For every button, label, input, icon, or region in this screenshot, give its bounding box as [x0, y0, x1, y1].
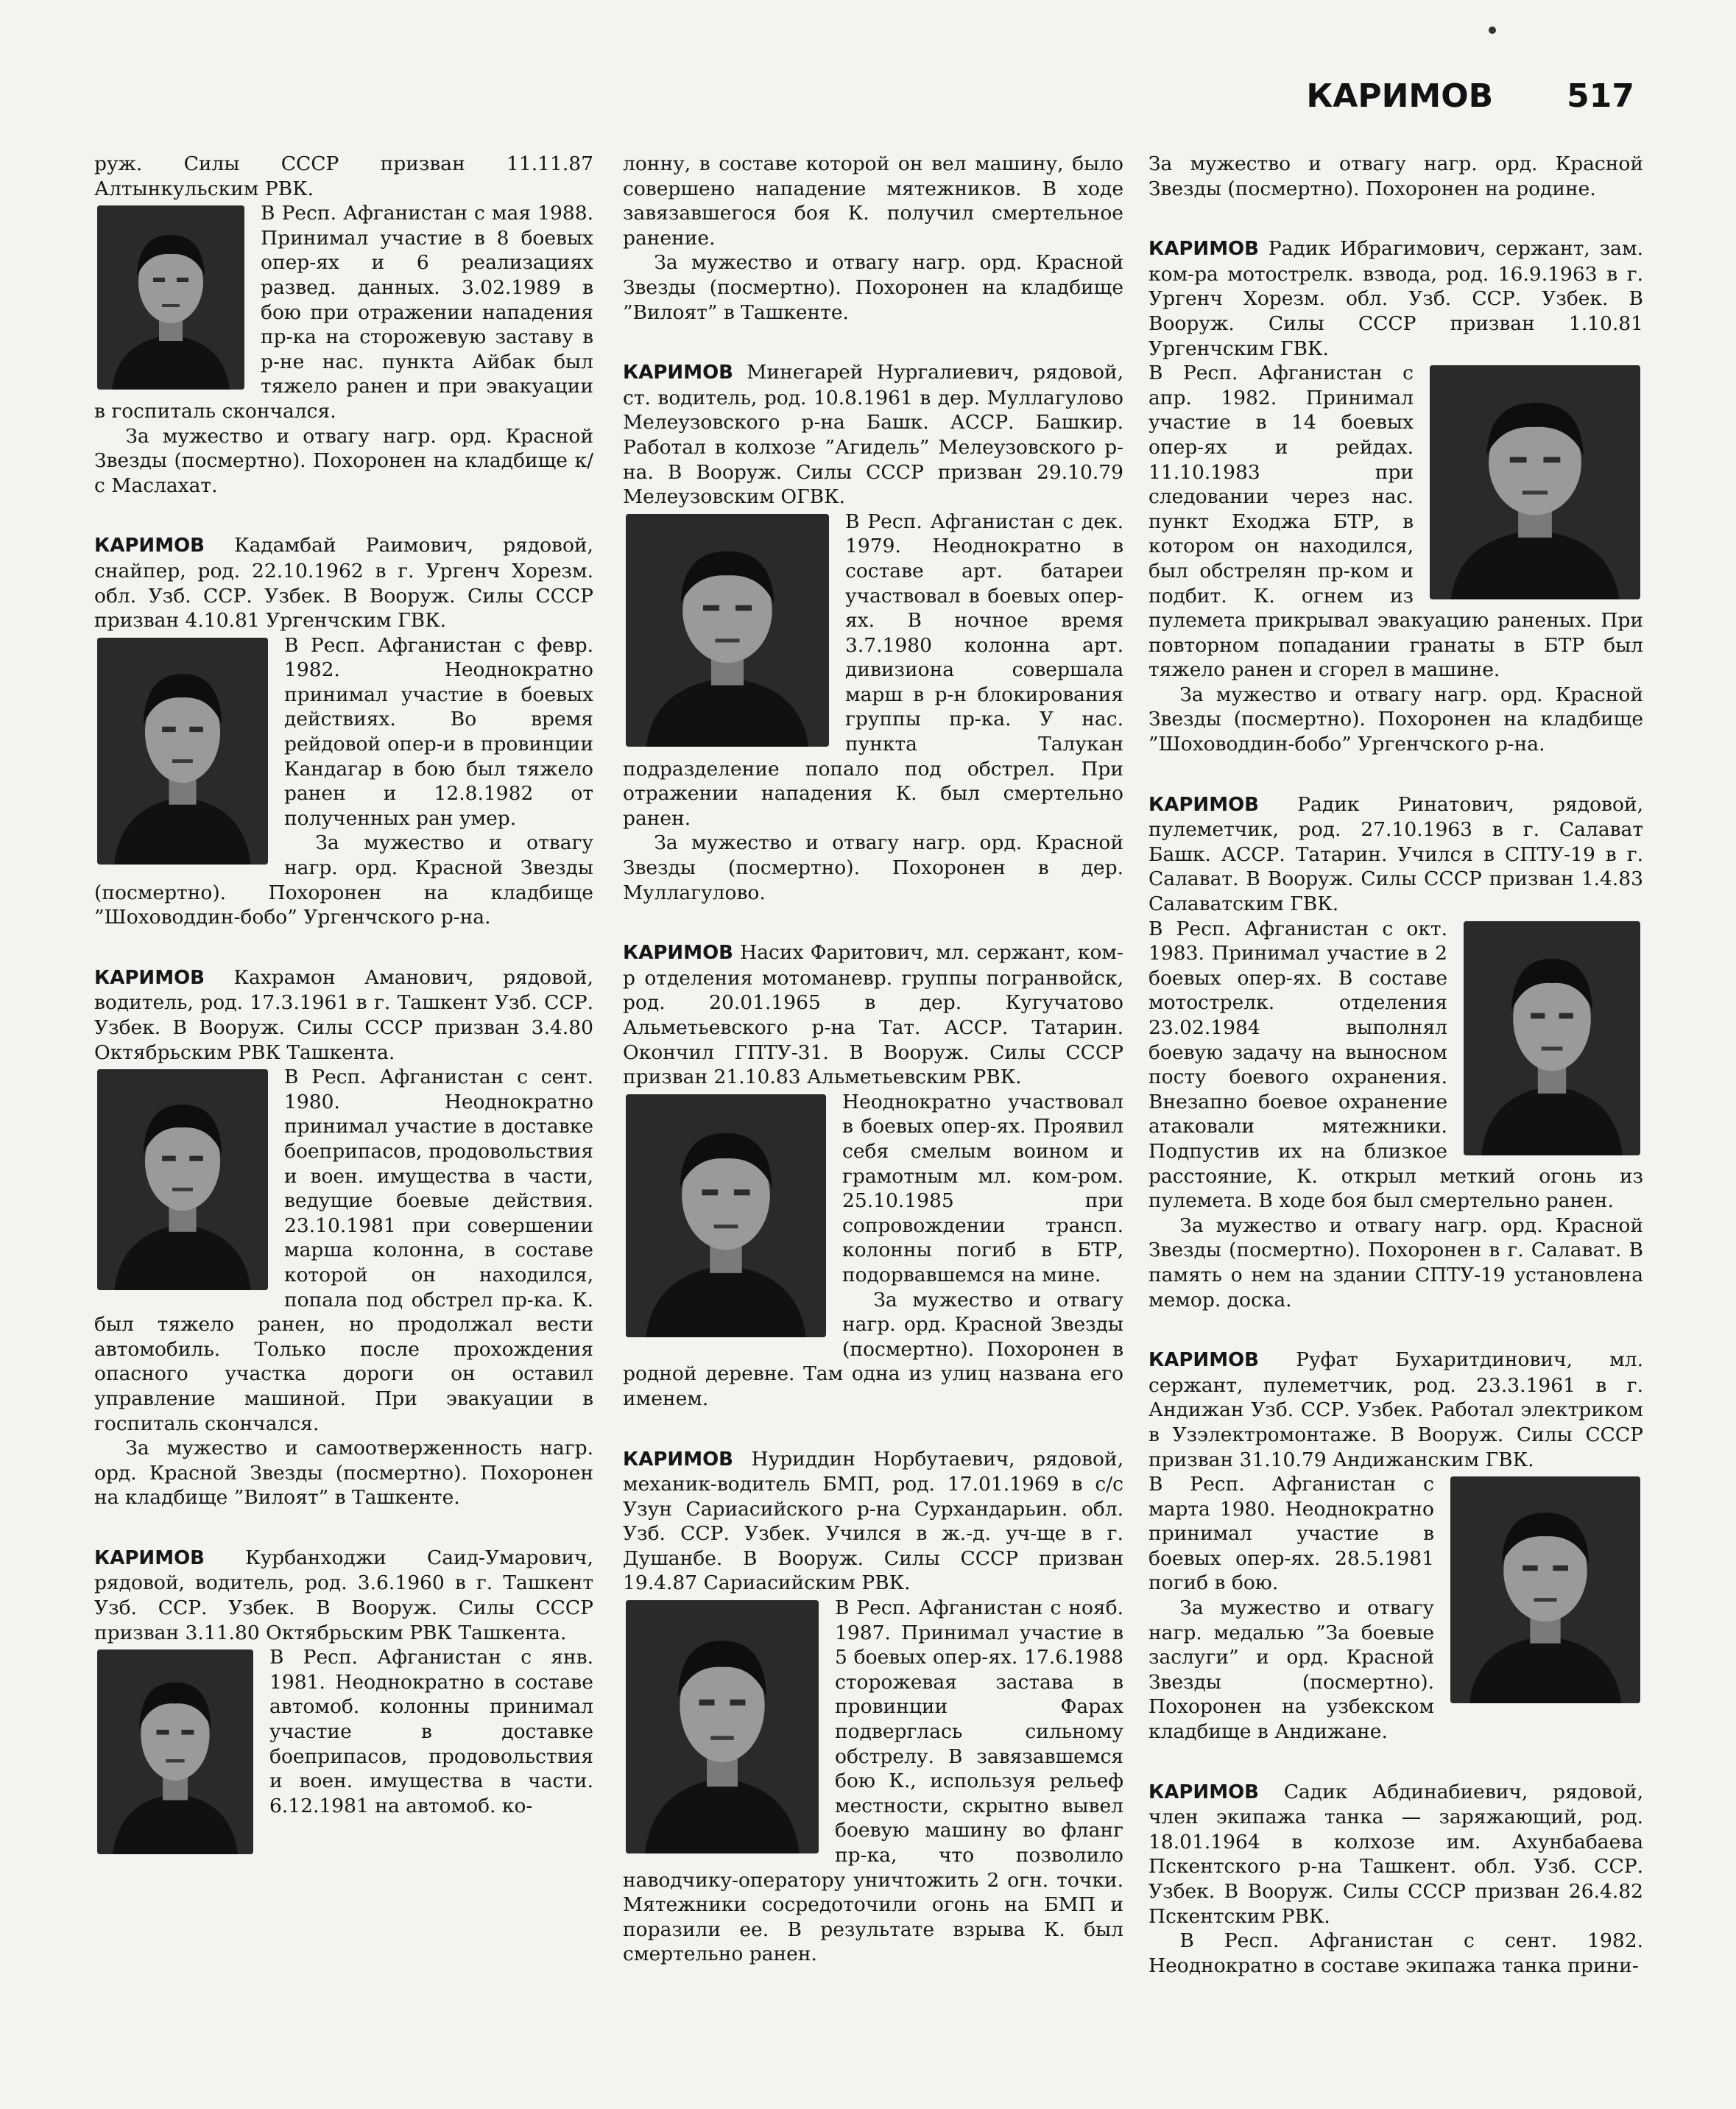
entry-text: В Респ. Афганистан с янв. 1981. Неоднократно в составе автомоб. колонны принимал участие в доставке боеприпасов, продовольствия и воен. имущества в части. 6.12.1981 на автомоб. ко-	[269, 1646, 593, 1817]
entry-text: Радик Ринатович, рядовой, пулеметчик, род. 27.10.1963 в г. Салават Башк. АССР. Татарин. Учился в СПТУ-19 в г. Салават. В Вооруж. Силы СССР призван 1.4.83 Салаватским ГВК.	[1148, 792, 1643, 916]
portrait-photo	[97, 205, 244, 390]
entry-text: За мужество и отвагу нагр. орд. Красной Звезды (посмертно). Похоронен в г. Салават. В память о нем на здании СПТУ-19 установлена мемор. доска.	[1148, 1214, 1643, 1311]
entry-text: руж. Силы СССР призван 11.11.87 Алтынкульским РВК.	[94, 152, 593, 200]
entry-text: За мужество и отвагу нагр. медалью ”За боевые заслуги” и орд. Красной Звезды (посмертно). Похоронен на узбекском кладбище в Андижане.	[1148, 1596, 1434, 1744]
entry-nuriddin	[623, 1447, 1123, 1967]
portrait-photo	[626, 1600, 819, 1853]
print-speck	[1489, 27, 1496, 34]
entry-text: В Респ. Афганистан с февр. 1982. Неоднократно принимал участие в боевых действиях. Во время рейдовой опер-и в провинции Кандагар в бою был тяжело ранен и 12.8.1982 от полученных ран умер.	[284, 633, 593, 830]
entry-text: Нуриддин Норбутаевич, рядовой, механик-водитель БМП, род. 17.01.1969 в с/с Узун Сариасийского р-на Сурхандарьин. обл. Узб. ССР. Узбек. Учился в ж.-д. уч-ще в г. Душанбе. В Вооруж. Силы СССР призван 19.4.87 Сариасийским РВК.	[623, 1447, 1123, 1595]
entry-text: В Респ. Афганистан с сент. 1982. Неоднократно в составе экипажа танка прини-	[1148, 1929, 1643, 1977]
entry-continued	[1148, 152, 1643, 201]
entry-text: За мужество и отвагу нагр. орд. Красной Звезды (посмертно). Похоронен на кладбище ”Вилоят” в Ташкенте.	[623, 251, 1123, 324]
entry-text: За мужество и отвагу нагр. орд. Красной Звезды (посмертно). Похоронен на кладбище ”Шоховоддин-бобо” Ургенчского р-на.	[94, 831, 593, 929]
entry-text: За мужество и отвагу нагр. орд. Красной Звезды (посмертно). Похоронен в дер. Муллагулово.	[623, 831, 1123, 904]
entry-text: Руфат Бухаритдинович, мл. сержант, пулеметчик, род. 23.3.1961 в г. Андижан Узб. ССР. Узбек. Работал электриком в Узэлектромонтаже. В Вооруж. Силы СССР призван 31.10.79 Андижанским ГВК.	[1148, 1348, 1643, 1471]
running-head-surname: КАРИМОВ	[1306, 77, 1494, 115]
entry-surname: КАРИМОВ	[623, 1448, 733, 1471]
entry-text: В Респ. Афганистан с мая 1988. Принимал участие в 8 боевых опер-ях и 6 реализациях развед. данных. 3.02.1989 в бою при отражении нападения пр-ка на сторожевую заставу в р-не нас. пункта Айбак был тяжело ранен и при эвакуации в госпиталь скончался.	[94, 202, 593, 423]
portrait-photo	[97, 1069, 268, 1290]
entry-surname: КАРИМОВ	[623, 362, 733, 384]
entry-text: Курбанходжи Саид-Умарович, рядовой, водитель, род. 3.6.1960 в г. Ташкент Узб. ССР. Узбек. В Вооруж. Силы СССР призван 3.11.80 Октябрьским РВК Ташкента.	[94, 1546, 593, 1644]
entry-text: За мужество и самоотверженность нагр. орд. Красной Звезды (посмертно). Похоронен на кладбище ”Вилоят” в Ташкенте.	[94, 1437, 593, 1510]
portrait-photo	[1464, 921, 1640, 1155]
entry-text: В Респ. Афганистан с окт. 1983. Принимал участие в 2 боевых опер-ях. В составе мотострелк. отделения 23.02.1984 выполнял боевую задачу на выносном посту боевого охранения. Внезапно боевое охранение атаковали мятежники. Подпустив их на близкое расстояние, К. открыл меткий огонь из пулемета. В ходе боя был смертельно ранен.	[1148, 917, 1643, 1213]
column-3	[1148, 152, 1643, 2013]
page-header	[1306, 77, 1634, 115]
entry-radik-rinatovich	[1148, 792, 1643, 1312]
entry-surname: КАРИМОВ	[1148, 1349, 1259, 1372]
entry-text: Неоднократно участвовал в боевых опер-ях. Проявил себя смелым воином и грамотным мл. ком-ром. 25.10.1985 при сопровождении трансп. колонны погиб в БТР, подорвавшемся на мине.	[842, 1090, 1123, 1286]
entry-text: За мужество и отвагу нагр. орд. Красной Звезды (посмертно). Похоронен на кладбище к/с Маслахат.	[94, 424, 593, 497]
entry-surname: КАРИМОВ	[1148, 238, 1259, 261]
entry-text: лонну, в составе которой он вел машину, было совершено нападение мятежников. В ходе завязавшегося боя К. получил смертельное ранение.	[623, 152, 1123, 250]
entry-text: В Респ. Афганистан с апр. 1982. Принимал участие в 14 боевых опер-ях и рейдах. 11.10.1983 при следовании через нас. пункт Еходжа БТР, в котором он находился, был обстрелян пр-ком и подбит. К. огнем из пулемета прикрывал эвакуацию раненых. При повторном попадании гранаты в БТР был тяжело ранен и сгорел в машине.	[1148, 362, 1643, 682]
entry-text: Насих Фаритович, мл. сержант, ком-р отделения мотоманевр. группы погранвойск, род. 20.01.1965 в дер. Кугучатово Альметьевского р-на Тат. АССР. Татарин. Окончил ГПТУ-31. В Вооруж. Силы СССР призван 21.10.83 Альметьевским РВК.	[623, 941, 1123, 1089]
entry-kahramon	[94, 965, 593, 1510]
entry-surname: КАРИМОВ	[94, 966, 205, 989]
column-2	[623, 152, 1123, 2002]
entry-text: В Респ. Афганистан с нояб. 1987. Принимал участие в 5 боевых опер-ях. 17.6.1988 сторожевая застава в провинции Фарах подверглась сильному обстрелу. В завязавшемся бою К., используя рельеф местности, скрытно вывел боевую машину во фланг пр-ка, что позволило наводчику-оператору уничтожить 2 огн. точки. Мятежники сосредоточили огонь на БМП и поразили ее. В результате взрыва К. был смертельно ранен.	[623, 1596, 1123, 1966]
entry-surname: КАРИМОВ	[1148, 1781, 1259, 1803]
entry-text: За мужество и отвагу нагр. орд. Красной Звезды (посмертно). Похоронен в родной деревне. Там одна из улиц названа его именем.	[623, 1288, 1123, 1410]
entry-text: Кадамбай Раимович, рядовой, снайпер, род. 22.10.1962 в г. Ургенч Хорезм. обл. Узб. ССР. Узбек. В Вооруж. Силы СССР призван 4.10.81 Ургенчским ГВК.	[94, 534, 593, 633]
entry-kadambai	[94, 533, 593, 930]
entry-kurbanhodzhi	[94, 1546, 593, 1819]
page-number: 517	[1567, 77, 1634, 115]
portrait-photo	[97, 1649, 253, 1854]
entry-text: Садик Абдинабиевич, рядовой, член экипажа танка — заряжающий, род. 18.01.1964 в колхозе им. Ахунбабаева Пскентского р-на Ташкент. обл. Узб. ССР. Узбек. В Вооруж. Силы СССР призван 26.4.82 Пскентским РВК.	[1148, 1780, 1643, 1928]
entry-sadik	[1148, 1780, 1643, 1979]
entry-continued	[94, 152, 593, 498]
entry-minegarei	[623, 360, 1123, 905]
portrait-photo	[97, 638, 268, 865]
entry-text: В Респ. Афганистан с сент. 1980. Неоднократно принимал участие в доставке боеприпасов, продовольствия и воен. имущества в части, ведущие боевые действия. 23.10.1981 при совершении марша колонна, в составе которой он находился, попала под обстрел пр-ка. К. был тяжело ранен, но продолжал вести автомобиль. Только после прохождения опасного участка дороги он оставил управление машиной. При эвакуации в госпиталь скончался.	[94, 1066, 593, 1435]
entry-text: За мужество и отвагу нагр. орд. Красной Звезды (посмертно). Похоронен на кладбище ”Шоховоддин-бобо” Ургенчского р-на.	[1148, 683, 1643, 756]
entry-surname: КАРИМОВ	[1148, 793, 1259, 816]
entry-text: За мужество и отвагу нагр. орд. Красной Звезды (посмертно). Похоронен на родине.	[1148, 152, 1643, 200]
entry-text: Радик Ибрагимович, сержант, зам. ком-ра мотострелк. взвода, род. 16.9.1963 в г. Ургенч Хорезм. обл. Узб. ССР. Узбек. В Вооруж. Силы СССР призван 1.10.81 Ургенчским ГВК.	[1148, 237, 1643, 360]
entry-continued	[623, 152, 1123, 325]
portrait-photo	[626, 514, 829, 747]
entry-text: В Респ. Афганистан с дек. 1979. Неоднократно в составе арт. батареи участвовал в боевых опер-ях. В ночное время 3.7.1980 колонна арт. дивизиона совершала марш в р-н блокирования группы пр-ка. У нас. пункта Талукан подразделение попало под обстрел. При отражении нападения К. был смертельно ранен.	[623, 510, 1123, 830]
column-1	[94, 152, 593, 1859]
entry-surname: КАРИМОВ	[623, 942, 733, 965]
entry-text: Кахрамон Аманович, рядовой, водитель, род. 17.3.1961 в г. Ташкент Узб. ССР. Узбек. В Вооруж. Силы СССР призван 3.4.80 Октябрьским РВК Ташкента.	[94, 965, 593, 1064]
entry-nasih	[623, 940, 1123, 1411]
portrait-photo	[626, 1094, 826, 1337]
portrait-photo	[1450, 1476, 1640, 1703]
entry-radik-ibragimovich	[1148, 236, 1643, 756]
entry-surname: КАРИМОВ	[94, 1546, 205, 1569]
entry-text: В Респ. Афганистан с марта 1980. Неоднократно принимал участие в боевых опер-ях. 28.5.1981 погиб в бою.	[1148, 1473, 1434, 1595]
entry-text: Минегарей Нургалиевич, рядовой, ст. водитель, род. 10.8.1961 в дер. Муллагулово Мелеузовского р-на Башк. АССР. Башкир. Работал в колхозе ”Агидель” Мелеузовского р-на. В Вооруж. Силы СССР призван 29.10.79 Мелеузовским ОГВК.	[623, 361, 1123, 509]
entry-rufat	[1148, 1348, 1643, 1744]
entry-surname: КАРИМОВ	[94, 535, 205, 557]
portrait-photo	[1430, 365, 1640, 599]
